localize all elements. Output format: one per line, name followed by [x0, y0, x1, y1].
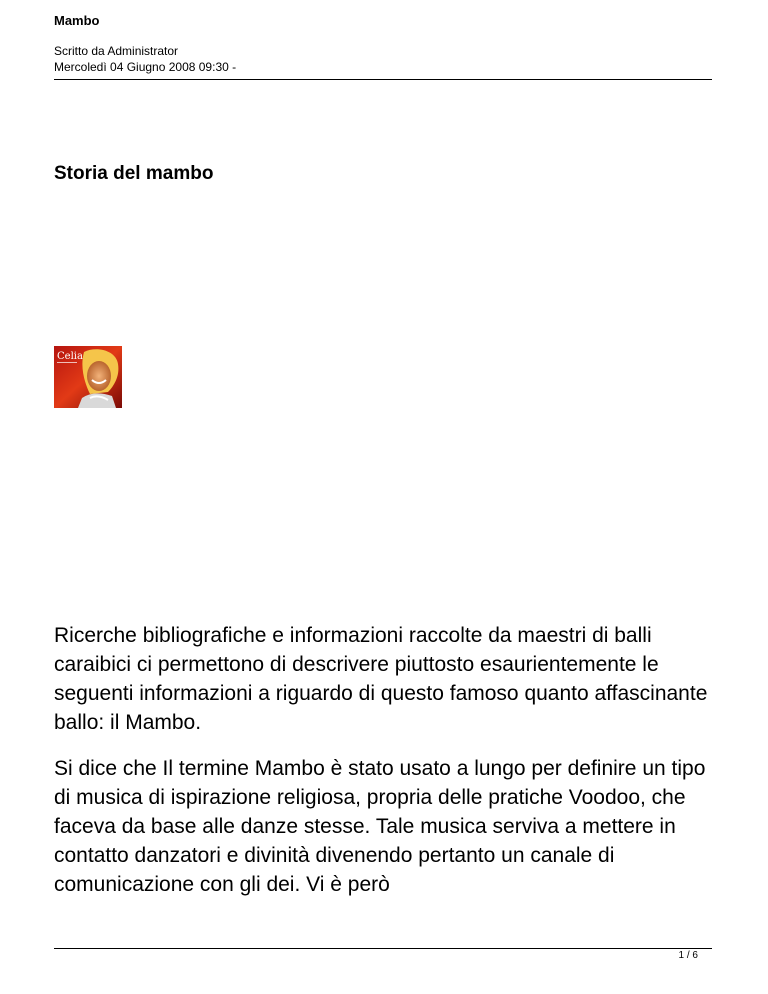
album-cover-lettering: Celia	[57, 351, 83, 362]
author-line: Scritto da Administrator	[54, 44, 179, 58]
date-line: Mercoledì 04 Giugno 2008 09:30 -	[54, 60, 237, 74]
page-number: 1 / 6	[678, 950, 698, 961]
album-cover-image	[54, 346, 122, 408]
paragraph-1: Ricerche bibliografiche e informazioni raccolte da maestri di balli caraibici ci permettono di descrivere piuttosto esaurientemente le seguenti informazioni a riguardo di questo famoso quanto affascinante ballo: il Mambo.	[54, 624, 708, 734]
article-title: Storia del mambo	[54, 163, 214, 184]
footer-divider	[54, 948, 712, 949]
document-header-title: Mambo	[54, 13, 100, 28]
paragraph-2: Si dice che Il termine Mambo è stato usato a lungo per definire un tipo di musica di ispirazione religiosa, propria delle pratiche Voodoo, che faceva da base alle danze stesse. Tale musica serviva a mettere in contatto danzatori e divinità divenendo pertanto un canale di comunicazione con gli dei. Vi è però	[54, 757, 706, 896]
header-divider	[54, 79, 712, 80]
